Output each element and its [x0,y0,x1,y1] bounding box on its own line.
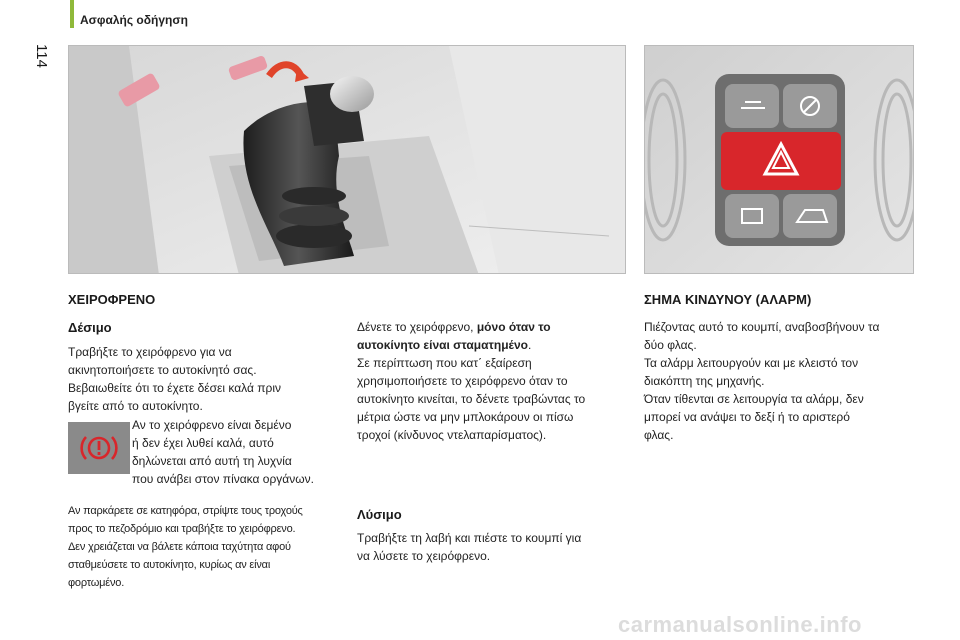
apply-text: Τραβήξτε το χειρόφρενο για να ακινητοποιήσετε το αυτοκίνητό σας. Βεβαιωθείτε ότι το έχετε δέσει καλά πριν βγείτε από το αυτοκίνητο. [68,345,282,413]
page-number: 114 [33,44,50,68]
watermark: carmanualsonline.info [618,612,862,637]
warning-lamp-text: Αν το χειρόφρενο είναι δεμένο ή δεν έχει λυθεί καλά, αυτό δηλώνεται από αυτή τη λυχνία που ανάβει στον πίνακα οργάνων. [132,418,314,486]
hazard-heading: ΣΗΜΑ ΚΙΝΔΥΝΟΥ (ΑΛΑΡΜ) [644,292,812,307]
apply-continued-text: Δένετε το χειρόφρενο, μόνο όταν το αυτοκίνητο είναι σταματημένο. Σε περίπτωση που κατ΄ εξαίρεση χρησιμοποιήσετε το χειρόφρενο όταν το αυτοκίνητο κινείται, το δένετε τραβώντας το μέτρια ώστε να μην μπλοκάρουν οι πίσω τροχοί (κίνδυνος ντελαπαρίσματος). [357,320,586,442]
hazard-panel-photo [644,45,914,274]
release-text: Τραβήξτε τη λαβή και πιέστε το κουμπί για να λύσετε το χειρόφρενο. [357,531,582,563]
slope-parking-note: Αν παρκάρετε σε κατηφόρα, στρίψτε τους τροχούς προς το πεζοδρόμιο και τραβήξτε το χειρόφρενο. Δεν χρειάζεται να βάλετε κάποια ταχύτητα αφού σταθμεύσετε το αυτοκίνητο, κυρίως αν είναι φορτωμένο. [68,505,303,589]
handbrake-heading: ΧΕΙΡΟΦΡΕΝΟ [68,292,156,307]
section-title: Ασφαλής οδήγηση [80,13,188,27]
release-heading: Λύσιμο [357,507,402,522]
hazard-text: Πιέζοντας αυτό το κουμπί, αναβοσβήνουν τα δύο φλας. Τα αλάρμ λειτουργούν και με κλειστό τον διακόπτη της μηχανής. Όταν τίθενται σε λειτουργία τα αλάρμ, δεν μπορεί να ανάψει το δεξί ή το αριστερό φλας. [644,320,880,442]
handbrake-photo [68,45,626,274]
apply-heading: Δέσιμο [68,320,112,335]
parking-brake-warning-icon [68,422,130,474]
accent-bar [70,0,74,28]
